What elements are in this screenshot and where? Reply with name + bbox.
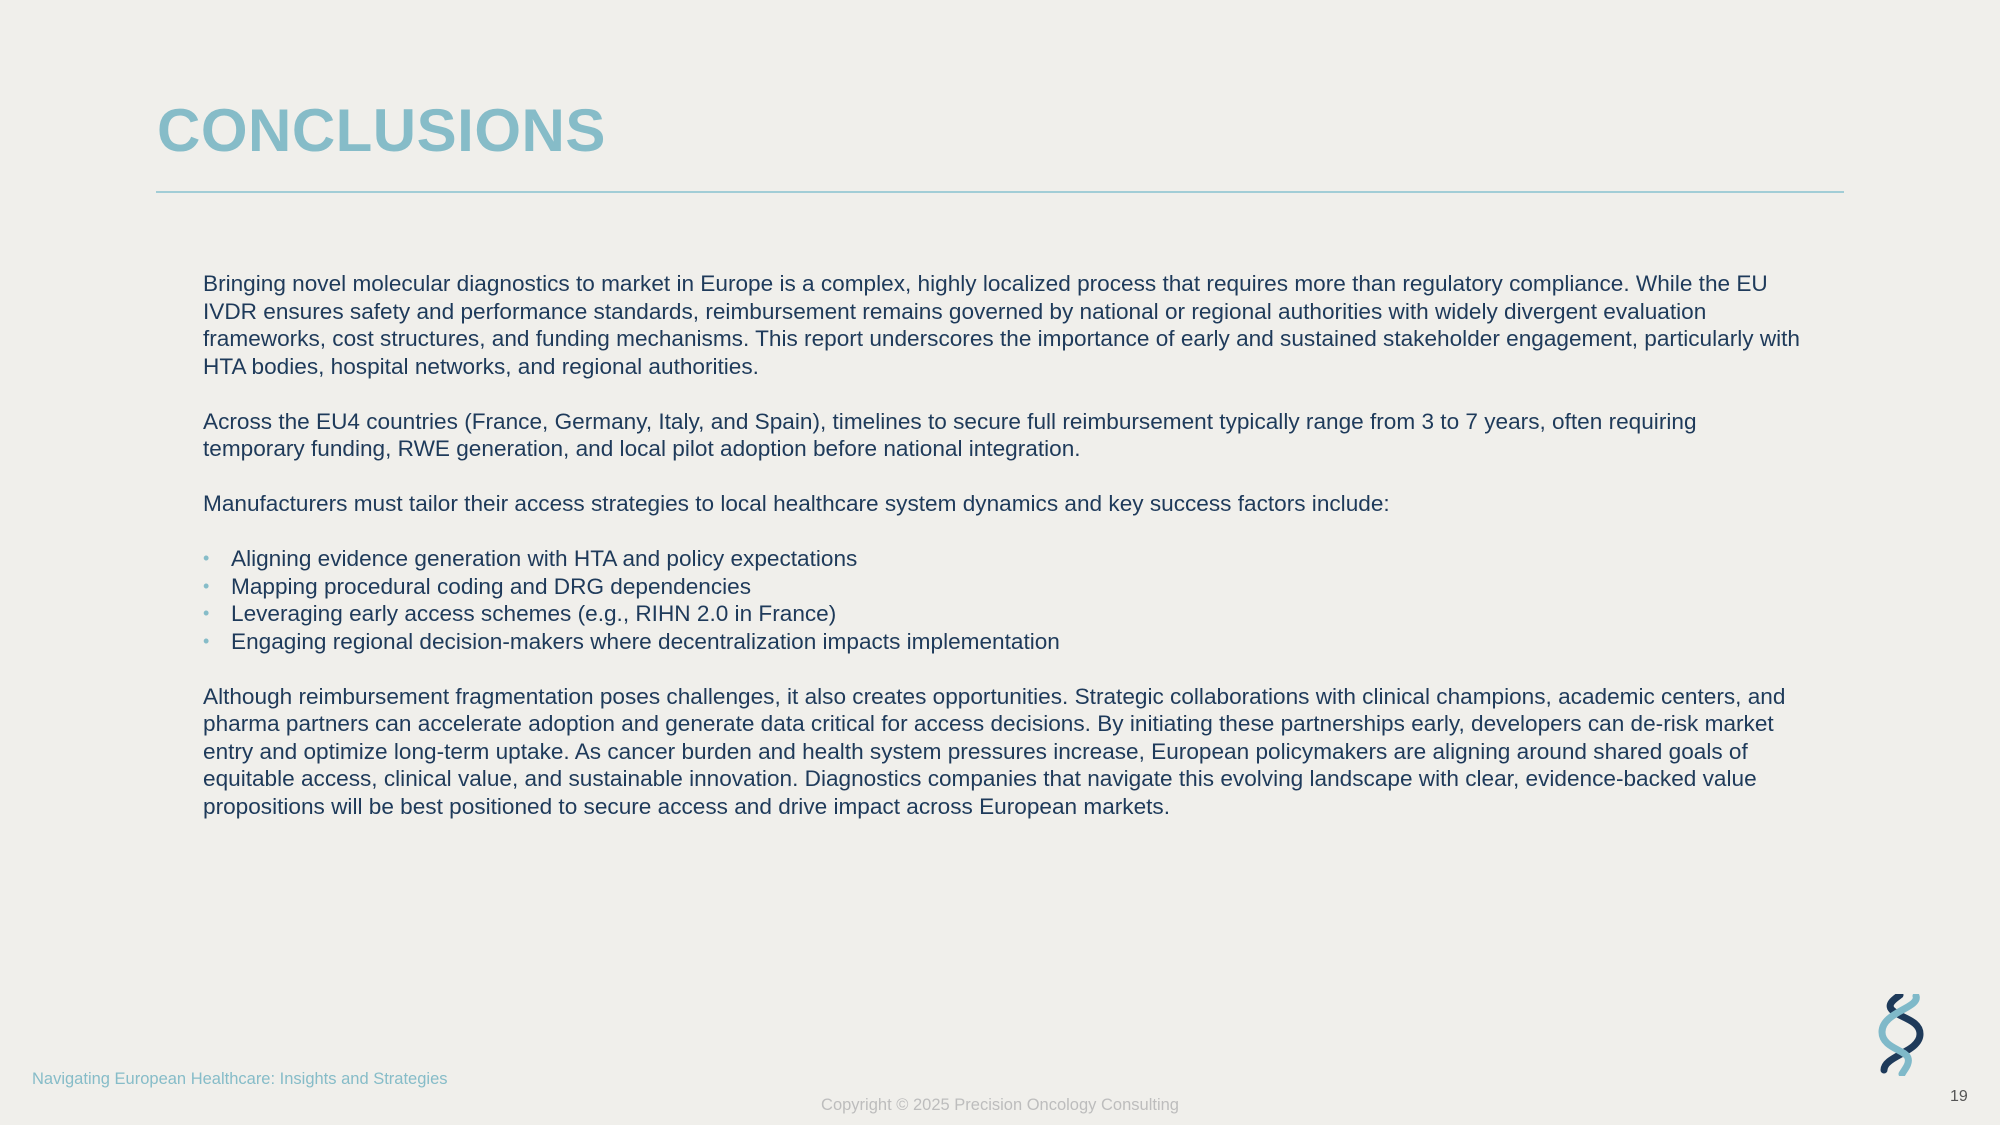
bullet-icon: • <box>203 575 210 596</box>
list-item <box>203 573 1803 601</box>
page-number: 19 <box>1950 1088 1968 1105</box>
list-item-text: Leveraging early access schemes (e.g., RIHN 2.0 in France) <box>231 601 837 626</box>
footer-copyright: Copyright © 2025 Precision Oncology Consulting <box>821 1096 1179 1114</box>
intro-paragraph: Bringing novel molecular diagnostics to market in Europe is a complex, highly localized process that requires more than regulatory compliance. While the EU IVDR ensures safety and performance standards, reimbursement remains governed by national or regional authorities with widely divergent evaluation frameworks, cost structures, and funding mechanisms. This report underscores the importance of early and sustained stakeholder engagement, particularly with HTA bodies, hospital networks, and regional authorities. <box>203 271 1800 379</box>
list-item <box>203 545 1803 573</box>
bullet-icon: • <box>203 603 210 623</box>
success-factors-list <box>203 545 1803 655</box>
slide-title: CONCLUSIONS <box>157 97 606 164</box>
list-item <box>203 628 1803 656</box>
success-factors-intro: Manufacturers must tailor their access strategies to local healthcare system dynamics and key success factors include: <box>203 491 1390 516</box>
bullet-icon: • <box>203 630 210 651</box>
title-divider <box>156 191 1844 193</box>
dna-helix-logo-icon <box>1872 994 1928 1076</box>
list-item-text: Engaging regional decision-makers where decentralization impacts implementation <box>231 628 1060 654</box>
bullet-icon: • <box>203 548 210 568</box>
list-item-text: Aligning evidence generation with HTA and policy expectations <box>231 546 858 571</box>
footer-report-title: Navigating European Healthcare: Insights and Strategies <box>32 1070 448 1088</box>
conclusions-body <box>203 270 1803 848</box>
list-item-text: Mapping procedural coding and DRG dependencies <box>231 573 751 599</box>
timeline-paragraph: Across the EU4 countries (France, Germany, Italy, and Spain), timelines to secure full reimbursement typically range from 3 to 7 years, often requiring temporary funding, RWE generation, and local pilot adoption before national integration. <box>203 408 1697 461</box>
closing-paragraph: Although reimbursement fragmentation poses challenges, it also creates opportunities. Strategic collaborations with clinical champions, academic centers, and pharma partners can accelerate adoption and generate data critical for access decisions. By initiating these partnerships early, developers can de-risk market entry and optimize long-term uptake. As cancer burden and health system pressures increase, European policymakers are aligning around shared goals of equitable access, clinical value, and sustainable innovation. Diagnostics companies that navigate this evolving landscape with clear, evidence-backed value propositions will be best positioned to secure access and drive impact across European markets. <box>203 683 1786 819</box>
list-item <box>203 600 1803 628</box>
